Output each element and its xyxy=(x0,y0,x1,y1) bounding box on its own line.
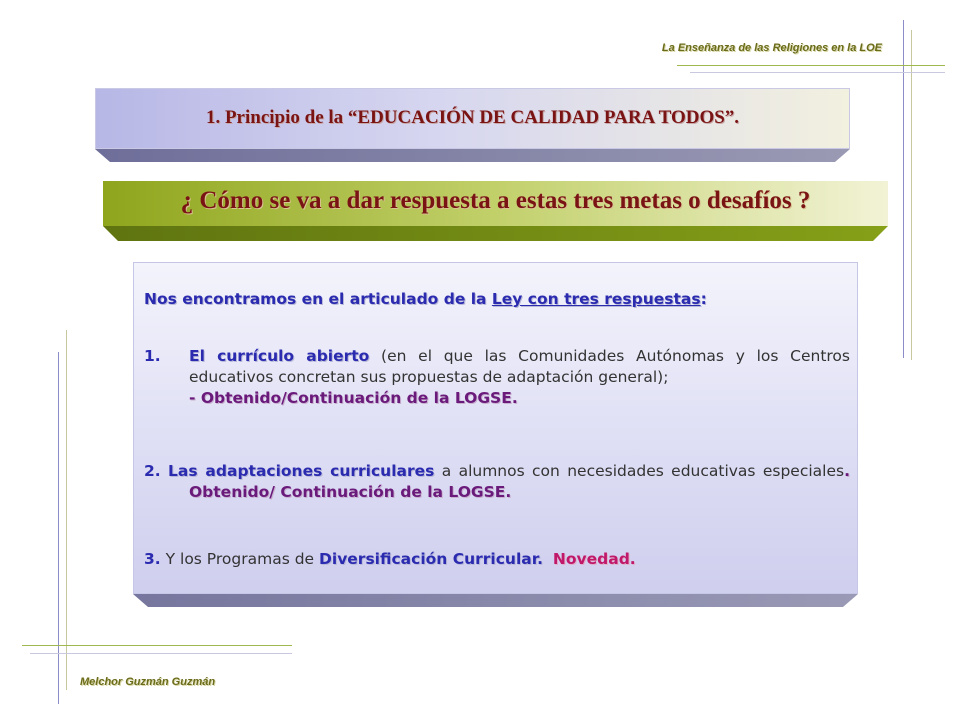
item-term-curriculo: El currículo abierto xyxy=(189,347,370,365)
panel-intro xyxy=(144,289,850,310)
item-origin-adaptaciones: . Obtenido/ Continuación de la LOGSE. xyxy=(189,462,850,501)
frame-line-bottom-horizontal-2 xyxy=(30,653,292,654)
question-banner xyxy=(103,181,888,226)
intro-suffix: : xyxy=(700,290,707,308)
item-text-curriculo: (en el que las Comunidades Autónomas y los Centros educativos concretan sus propuestas de adaptación general); xyxy=(189,347,850,386)
intro-prefix: Nos encontramos en el articulado de la xyxy=(144,290,492,308)
item-number-3: 3. xyxy=(144,550,161,568)
content-panel-bevel xyxy=(133,594,858,607)
principle-title: 1. Principio de la “EDUCACIÓN DE CALIDAD PARA TODOS”. xyxy=(205,107,740,128)
frame-line-right-vertical-2 xyxy=(911,30,912,360)
question-banner-bevel xyxy=(103,226,888,241)
list-item-adaptaciones xyxy=(144,461,850,503)
frame-line-top-horizontal xyxy=(677,65,945,66)
item-origin-curriculo: - Obtenido/Continuación de la LOGSE. xyxy=(189,389,518,407)
list-item-diversificacion xyxy=(144,549,850,570)
frame-line-top-horizontal-2 xyxy=(690,72,945,73)
principle-banner-bevel xyxy=(95,149,850,162)
footer-author: Melchor Guzmán Guzmán xyxy=(80,676,216,688)
item-number-1: 1. xyxy=(144,347,161,365)
frame-line-bottom-horizontal xyxy=(22,645,292,646)
intro-link-text: Ley con tres respuestas xyxy=(491,290,701,308)
item-term-adaptaciones: Las adaptaciones curriculares xyxy=(168,462,435,480)
content-panel xyxy=(133,262,858,594)
frame-line-left-vertical xyxy=(58,352,59,704)
novedad-label: Novedad. xyxy=(552,550,636,568)
item-text-diversificacion: Y los Programas de xyxy=(160,550,320,568)
header-note: La Enseñanza de las Religiones en la LOE xyxy=(661,42,882,54)
principle-banner xyxy=(95,88,850,149)
list-item-curriculo xyxy=(144,346,850,409)
item-term-diversificacion: Diversificación Curricular. xyxy=(319,550,544,568)
frame-line-right-vertical xyxy=(903,20,904,358)
item-text-adaptaciones: a alumnos con necesidades educativas especiales xyxy=(434,462,845,480)
frame-line-left-vertical-2 xyxy=(66,330,67,690)
item-number-2: 2. xyxy=(144,462,161,480)
question-title: ¿ Cómo se va a dar respuesta a estas tres metas o desafíos ? xyxy=(180,187,811,214)
